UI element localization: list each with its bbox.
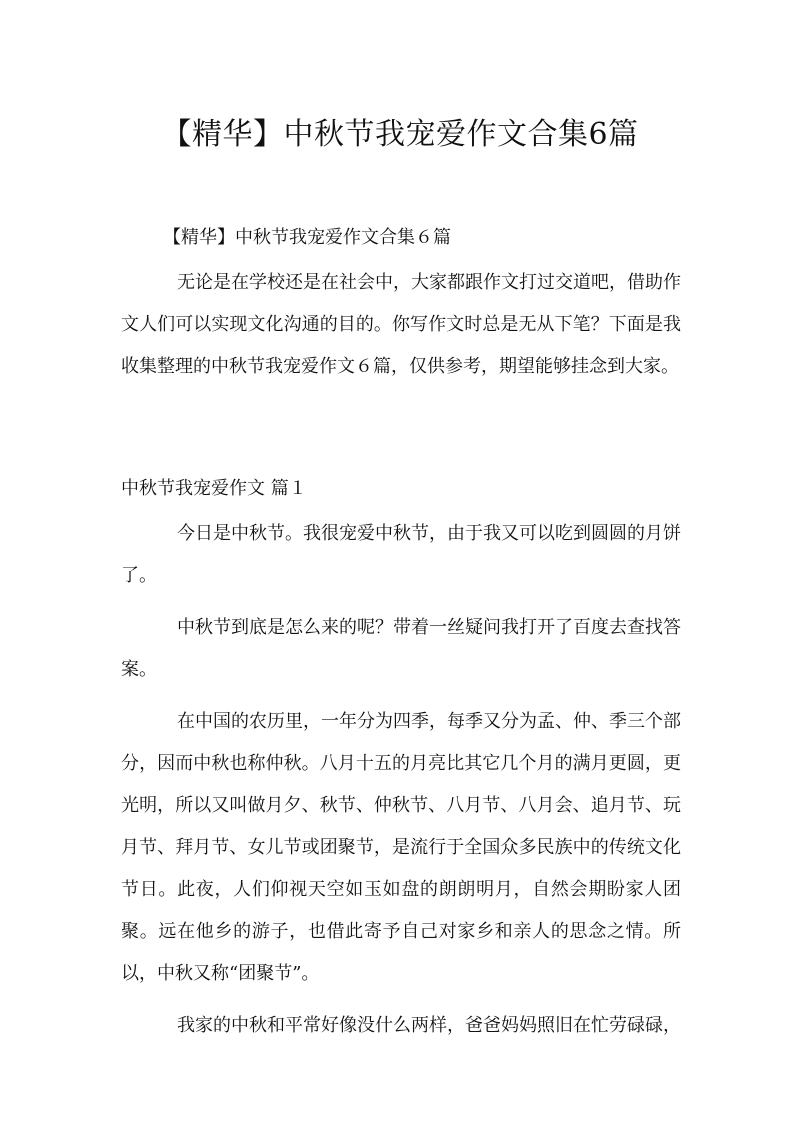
intro-paragraph: 无论是在学校还是在社会中，大家都跟作文打过交道吧，借助作文人们可以实现文化沟通的目的。你写作文时总是无从下笔？下面是我收集整理的中秋节我宠爱作文６篇，仅供参考，期望能够挂念到大家。 xyxy=(121,272,681,377)
body-paragraph-1: 今日是中秋节。我很宠爱中秋节，由于我又可以吃到圆圆的月饼了。 xyxy=(121,523,681,586)
body-paragraph-3: 在中国的农历里，一年分为四季，每季又分为孟、仲、季三个部分，因而中秋也称仲秋。八月十五的月亮比其它几个月的满月更圆，更光明，所以又叫做月夕、秋节、仲秋节、八月节、八月会、追月节、玩月节、拜月节、女儿节或团聚节，是流行于全国众多民族中的传统文化节日。此夜，人们仰视天空如玉如盘的朗朗明月，自然会期盼家人团聚。远在他乡的游子，也借此寄予自己对家乡和亲人的思念之情。所以，中秋又称“团聚节”。 xyxy=(121,711,681,984)
document-title: 【精华】中秋节我宠爱作文合集6篇 xyxy=(161,117,639,152)
section-heading: 中秋节我宠爱作文 篇１ xyxy=(121,478,307,499)
body-paragraph-4: 我家的中秋和平常好像没什么两样，爸爸妈妈照旧在忙劳碌碌， xyxy=(177,1015,681,1036)
section-body xyxy=(121,513,681,1057)
document-subtitle: 【精华】中秋节我宠爱作文合集６篇 xyxy=(163,227,451,248)
body-paragraph-2: 中秋节到底是怎么来的呢？带着一丝疑问我打开了百度去查找答案。 xyxy=(121,617,681,680)
